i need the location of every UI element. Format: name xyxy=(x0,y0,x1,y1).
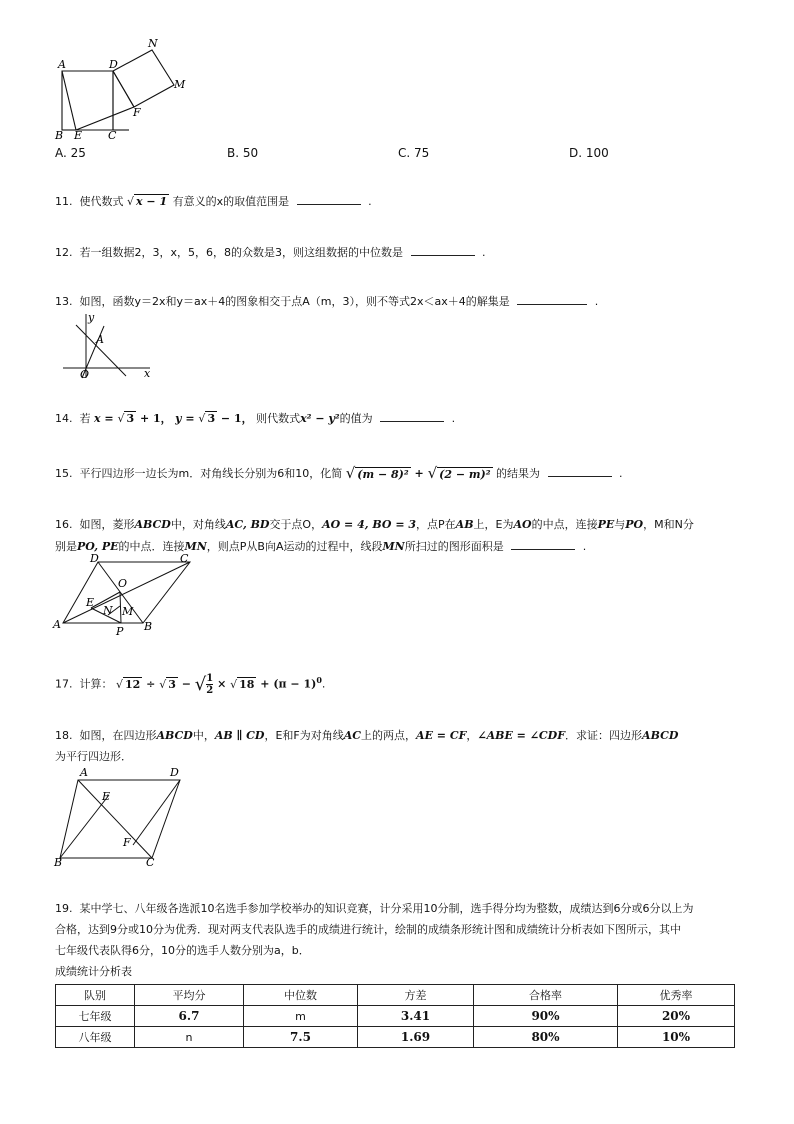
q16-figure xyxy=(50,553,200,638)
q10-option-c[interactable]: C. 75 xyxy=(398,146,430,160)
q16-answer-blank[interactable] xyxy=(511,537,575,550)
q11-number: 11. xyxy=(55,195,73,208)
question-14: 14. 若 x = √ 3 + 1， y = √ 3 − 1， 则代数式x² − y²的值为 . xyxy=(55,409,745,429)
svg-text:E: E xyxy=(86,596,95,609)
q13-graph xyxy=(58,312,158,382)
svg-text:y: y xyxy=(88,312,95,324)
table-header: 方差 xyxy=(358,985,474,1006)
q12-answer-blank[interactable] xyxy=(411,243,475,256)
svg-text:F: F xyxy=(123,836,131,849)
question-11: 11. 使代数式 √ x − 1 有意义的x的取值范围是 . xyxy=(55,192,745,212)
question-17: 17. 计算： √ 12 ÷ √ 3 − √ $\frac{1}{2}$ × √ $18 + (\pi - 1)^0$. xyxy=(55,673,326,697)
svg-text:D: D xyxy=(90,553,99,565)
q18-figure xyxy=(50,765,190,870)
svg-text:M: M xyxy=(122,605,134,618)
question-18: 18. 如图，在四边形ABCD中，AB ∥ CD，E和F为对角线AC上的两点，AE = CF，∠ABE = ∠CDF．求证：四边形ABCD xyxy=(55,729,679,742)
table-header: 平均分 xyxy=(135,985,244,1006)
svg-text:B: B xyxy=(54,856,63,869)
table-header: 中位数 xyxy=(244,985,358,1006)
svg-text:A: A xyxy=(80,766,88,779)
table-row: 八年级 n 7.5 1.69 80% 10% xyxy=(56,1027,735,1048)
svg-text:O: O xyxy=(80,368,90,381)
question-18-line2: 为平行四边形． xyxy=(55,750,132,763)
table-header: 优秀率 xyxy=(618,985,735,1006)
q10-label-a: A xyxy=(58,58,66,71)
question-16-line2: 别是PO, PE的中点．连接MN，则点P从B向A运动的过程中，线段MN所扫过的图形面积是 . xyxy=(55,537,745,557)
svg-text:A: A xyxy=(96,333,104,346)
q13-answer-blank[interactable] xyxy=(517,292,587,305)
svg-text:C: C xyxy=(146,856,155,869)
svg-text:A: A xyxy=(53,618,61,631)
svg-text:O: O xyxy=(118,577,128,590)
table-header-row xyxy=(56,985,735,1006)
svg-text:N: N xyxy=(103,604,113,617)
table-title: 成绩统计分析表 xyxy=(55,965,132,978)
q10-label-b: B xyxy=(55,129,64,142)
q10-label-f: F xyxy=(133,106,141,119)
q10-label-c: C xyxy=(108,129,117,142)
svg-text:E: E xyxy=(102,790,111,803)
question-19-line3: 七年级代表队得6分，10分的选手人数分别为a，b． xyxy=(55,944,310,957)
q10-option-d[interactable]: D. 100 xyxy=(569,146,609,160)
q11-answer-blank[interactable] xyxy=(297,192,361,205)
q10-label-n: N xyxy=(148,38,158,50)
q10-label-d: D xyxy=(109,58,118,71)
question-13: 13. 如图，函数y＝2x和y＝ax＋4的图象相交于点A（m，3），则不等式2x＜ax＋4的解集是 . xyxy=(55,292,745,312)
table-row: 七年级 6.7 m 3.41 90% 20% xyxy=(56,1006,735,1027)
q10-label-e: E xyxy=(74,129,83,142)
q10-figure xyxy=(52,38,192,142)
q11-sqrt: √ x − 1 xyxy=(127,195,168,208)
svg-text:C: C xyxy=(180,553,189,565)
q15-answer-blank[interactable] xyxy=(548,464,612,477)
table-header: 队别 xyxy=(56,985,135,1006)
stats-table xyxy=(55,984,735,1048)
question-12: 12. 若一组数据2，3，x，5，6，8的众数是3，则这组数据的中位数是 . xyxy=(55,243,745,263)
svg-text:P: P xyxy=(116,625,124,638)
question-15: 15. 平行四边形一边长为m．对角线长分别为6和10，化简 √ (m − 8)² + √ (2 − m)² 的结果为 . xyxy=(55,464,623,482)
question-19-line2: 合格，达到9分或10分为优秀．现对两支代表队选手的成绩进行统计，绘制的成绩条形统计图和成绩统计分析表如下图所示，其中 xyxy=(55,923,681,936)
q10-label-m: M xyxy=(174,78,186,91)
question-19: 19. 某中学七、八年级各选派10名选手参加学校举办的知识竞赛，计分采用10分制，选手得分均为整数，成绩达到6分或6分以上为 xyxy=(55,902,694,915)
svg-text:D: D xyxy=(170,766,179,779)
q14-answer-blank[interactable] xyxy=(380,409,444,422)
table-header: 合格率 xyxy=(474,985,618,1006)
q10-option-b[interactable]: B. 50 xyxy=(227,146,259,160)
svg-text:x: x xyxy=(144,367,151,380)
q10-option-a[interactable]: A. 25 xyxy=(55,146,86,160)
svg-text:B: B xyxy=(144,620,153,633)
question-16: 16. 如图，菱形ABCD中，对角线AC, BD交于点O，AO = 4, BO = 3，点P在AB上，E为AO的中点，连接PE与PO，M和N分 xyxy=(55,518,694,531)
